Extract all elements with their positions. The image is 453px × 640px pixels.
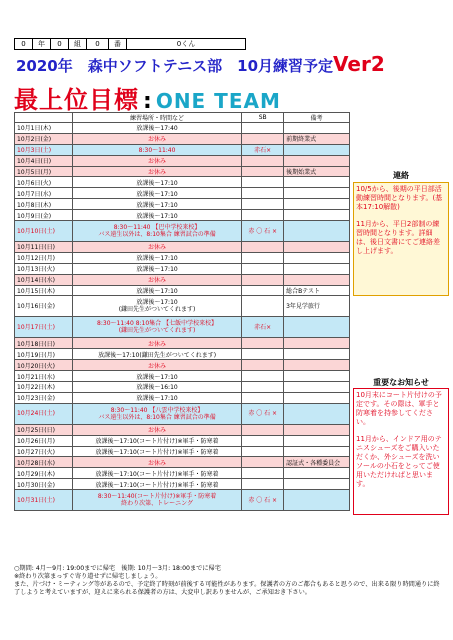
- cell-note: [284, 392, 350, 403]
- goal-value: ONE TEAM: [155, 89, 281, 113]
- cell-date: 10月25日(日): [15, 424, 73, 435]
- cell-date: 10月19日(月): [15, 349, 73, 360]
- cell-sb: [242, 177, 284, 188]
- cell-act: 放課後～17:10: [72, 252, 242, 263]
- cell-date: 10月1日(木): [15, 123, 73, 134]
- cell-act: 8:30～11:40(コート片付け)※軍手・防寒着 終わり次第、トレーニング: [72, 490, 242, 511]
- table-row: [15, 263, 350, 274]
- cell-act: 放課後～17:10(コート片付け)※軍手・防寒着: [72, 468, 242, 479]
- cell-act: お休み: [72, 274, 242, 285]
- cell-act: お休み: [72, 242, 242, 253]
- cell-date: 10月30日(金): [15, 479, 73, 490]
- cell-note: [284, 479, 350, 490]
- cell-note: [284, 435, 350, 446]
- cell-sb: 赤 〇 石 ×: [242, 221, 284, 242]
- table-row: [15, 144, 350, 155]
- cell-act: 放課後～17:10 (鎌田先生がついてくれます): [72, 296, 242, 317]
- schedule-body: [15, 123, 350, 511]
- cell-sb: [242, 446, 284, 457]
- table-row: [15, 296, 350, 317]
- cell-sb: [242, 133, 284, 144]
- team-goal: [14, 80, 281, 112]
- cell-note: [284, 424, 350, 435]
- cell-sb: [242, 155, 284, 166]
- cell-sb: [242, 457, 284, 468]
- table-row: [15, 435, 350, 446]
- cell-act: 放課後～17:10: [72, 371, 242, 382]
- cell-note: [284, 317, 350, 338]
- cell-act: お休み: [72, 424, 242, 435]
- cell-date: 10月12日(月): [15, 252, 73, 263]
- table-row: [15, 382, 350, 393]
- table-row: [15, 133, 350, 144]
- table-row: [15, 403, 350, 424]
- header-sb: SB: [242, 113, 284, 123]
- cell-sb: [242, 479, 284, 490]
- cell-act: 放課後～17:10: [72, 263, 242, 274]
- table-row: [15, 188, 350, 199]
- table-row: [15, 446, 350, 457]
- cell-date: 10月4日(日): [15, 155, 73, 166]
- cell-date: 10月26日(月): [15, 435, 73, 446]
- table-row: [15, 166, 350, 177]
- cell-act: お休み: [72, 133, 242, 144]
- cell-act: 8:30～11:40: [72, 144, 242, 155]
- table-row: [15, 252, 350, 263]
- cell-sb: [242, 435, 284, 446]
- cell-sb: [242, 274, 284, 285]
- table-row: [15, 457, 350, 468]
- cell-act: お休み: [72, 155, 242, 166]
- cell-act: 8:30～11:40 8:10集合 【七飯中学校来校】 (鎌田先生がついてくれます): [72, 317, 242, 338]
- cell-sb: [242, 252, 284, 263]
- cell-sb: [242, 166, 284, 177]
- cell-note: [284, 210, 350, 221]
- notice-heading: 重要なお知らせ: [373, 378, 429, 387]
- cell-act: お休み: [72, 360, 242, 371]
- cell-date: 10月7日(水): [15, 188, 73, 199]
- cell-date: 10月27日(火): [15, 446, 73, 457]
- cell-act: 8:30～11:40 【八雲中学校来校】 バス遠生以外は、8:10集合 練習試合の準備: [72, 403, 242, 424]
- cell-date: 10月21日(水): [15, 371, 73, 382]
- cell-act: 放課後～17:10(コート片付け)※軍手・防寒着: [72, 479, 242, 490]
- schedule-table: [14, 112, 350, 511]
- table-row: [15, 360, 350, 371]
- cell-note: [284, 263, 350, 274]
- cell-note: [284, 360, 350, 371]
- table-row: [15, 479, 350, 490]
- cell-sb: [242, 242, 284, 253]
- cell-note: [284, 349, 350, 360]
- cell-note: [284, 221, 350, 242]
- id-cell: 年: [33, 39, 51, 49]
- contact-box: [353, 182, 449, 296]
- table-row: [15, 177, 350, 188]
- id-cell: 0: [15, 39, 33, 49]
- cell-date: 10月20日(火): [15, 360, 73, 371]
- cell-note: [284, 338, 350, 349]
- table-row: [15, 285, 350, 296]
- table-row: [15, 123, 350, 134]
- cell-note: 3年見学旅行: [284, 296, 350, 317]
- cell-act: お休み: [72, 457, 242, 468]
- table-row: [15, 210, 350, 221]
- cell-date: 10月24日(土): [15, 403, 73, 424]
- id-cell: 0: [51, 39, 69, 49]
- header-activity: 練習場所・時間など: [72, 113, 242, 123]
- footer-line: また、片づけ・ミーティング等があるので、予定終了時刻が前後する可能性があります。保護者の方のご都合もあると思うので、出来る限り時間通りに終了しようと考えていますが、迎えに来られる保護者の方は、大変申し訳ありませんが、ご承知おき下さい。: [14, 581, 440, 596]
- cell-act: 放課後～17:10: [72, 285, 242, 296]
- cell-date: 10月10日(土): [15, 221, 73, 242]
- cell-date: 10月9日(金): [15, 210, 73, 221]
- table-row: [15, 468, 350, 479]
- cell-act: 放課後～17:10: [72, 199, 242, 210]
- cell-sb: [242, 123, 284, 134]
- cell-note: [284, 468, 350, 479]
- cell-date: 10月22日(木): [15, 382, 73, 393]
- cell-date: 10月15日(木): [15, 285, 73, 296]
- cell-act: 放課後～17:10: [72, 210, 242, 221]
- table-row: [15, 221, 350, 242]
- table-header-row: [15, 113, 350, 123]
- cell-sb: 赤石×: [242, 317, 284, 338]
- table-row: [15, 338, 350, 349]
- cell-date: 10月6日(火): [15, 177, 73, 188]
- cell-act: 放課後～17:10(鎌田先生がついてくれます): [72, 349, 242, 360]
- table-row: [15, 371, 350, 382]
- contact-paragraph: 10/5から、後期の平日部活動練習時間となります。(基本17:10解散): [356, 185, 443, 211]
- cell-sb: [242, 360, 284, 371]
- footer-line: ※終わり次第まっすぐ寄り道せずに帰宅しましょう。: [14, 573, 162, 580]
- cell-sb: [242, 468, 284, 479]
- id-cell: 番: [109, 39, 127, 49]
- cell-note: 前期終業式: [284, 133, 350, 144]
- cell-sb: [242, 382, 284, 393]
- cell-act: 放課後～17:10: [72, 177, 242, 188]
- id-cell: 組: [69, 39, 87, 49]
- table-row: [15, 274, 350, 285]
- contact-paragraph: 11月から、平日2部制の練習時間となります。詳細は、後日文書にてご連絡差し上げます。: [356, 220, 440, 255]
- table-row: [15, 242, 350, 253]
- notice-paragraph: 11月から、インドア用のテニスシューズをご購入いただくか、外シューズを洗いソールの小石をとってご使用いただければと思います。: [356, 435, 442, 488]
- cell-note: [284, 177, 350, 188]
- cell-note: [284, 446, 350, 457]
- student-id-row: [14, 38, 246, 50]
- cell-sb: [242, 349, 284, 360]
- cell-date: 10月16日(金): [15, 296, 73, 317]
- cell-sb: [242, 199, 284, 210]
- cell-date: 10月23日(金): [15, 392, 73, 403]
- cell-note: [284, 382, 350, 393]
- cell-date: 10月28日(水): [15, 457, 73, 468]
- table-row: [15, 199, 350, 210]
- cell-date: 10月3日(土): [15, 144, 73, 155]
- cell-note: 認証式・各種委員会: [284, 457, 350, 468]
- notice-paragraph: 10月末にコート片付けの予定です。その際は、軍手と防寒着を持参してください。: [356, 391, 442, 426]
- cell-date: 10月8日(木): [15, 199, 73, 210]
- id-cell: 0: [87, 39, 109, 49]
- cell-note: [284, 371, 350, 382]
- cell-act: 放課後～17:10: [72, 392, 242, 403]
- cell-date: 10月13日(火): [15, 263, 73, 274]
- cell-sb: 赤石×: [242, 144, 284, 155]
- cell-date: 10月5日(月): [15, 166, 73, 177]
- cell-date: 10月17日(土): [15, 317, 73, 338]
- goal-label: 最上位目標: [14, 86, 139, 114]
- cell-sb: [242, 263, 284, 274]
- table-row: [15, 155, 350, 166]
- cell-sb: [242, 338, 284, 349]
- header-notes: 備考: [284, 113, 350, 123]
- table-row: [15, 392, 350, 403]
- cell-act: 8:30～11:40 【巴中学校来校】 バス遠生以外は、8:10集合 練習試合の準備: [72, 221, 242, 242]
- cell-date: 10月18日(日): [15, 338, 73, 349]
- cell-note: [284, 199, 350, 210]
- goal-separator: :: [143, 89, 152, 114]
- cell-note: [284, 188, 350, 199]
- student-name: 0くん: [176, 40, 196, 48]
- header-date: [15, 113, 73, 123]
- cell-sb: [242, 424, 284, 435]
- table-row: [15, 317, 350, 338]
- cell-note: [284, 155, 350, 166]
- cell-act: 放課後～16:10: [72, 382, 242, 393]
- cell-note: [284, 123, 350, 134]
- cell-act: 放課後～17:10(コート片付け)※軍手・防寒着: [72, 435, 242, 446]
- title-text: 2020年 森中ソフトテニス部 10月練習予定: [16, 57, 334, 75]
- table-row: [15, 490, 350, 511]
- version-label: Ver2: [333, 52, 385, 76]
- cell-act: 放課後～17:40: [72, 123, 242, 134]
- footer-notes: [14, 565, 444, 597]
- table-row: [15, 424, 350, 435]
- contact-heading: 連絡: [393, 171, 409, 180]
- cell-sb: 赤 〇 石 ×: [242, 403, 284, 424]
- cell-date: 10月14日(水): [15, 274, 73, 285]
- cell-sb: [242, 392, 284, 403]
- cell-act: 放課後～17:10: [72, 188, 242, 199]
- cell-note: [284, 144, 350, 155]
- cell-note: [284, 242, 350, 253]
- cell-date: 10月29日(木): [15, 468, 73, 479]
- cell-note: [284, 274, 350, 285]
- footer-line: ○期間: 4月～9月: 19:00までに帰宅 後期: 10月～3月: 18:00までに帰宅: [14, 565, 221, 572]
- cell-date: 10月2日(金): [15, 133, 73, 144]
- cell-note: 総合Bテスト: [284, 285, 350, 296]
- cell-note: [284, 252, 350, 263]
- cell-sb: 赤 〇 石 ×: [242, 490, 284, 511]
- cell-sb: [242, 371, 284, 382]
- cell-sb: [242, 210, 284, 221]
- cell-date: 10月31日(土): [15, 490, 73, 511]
- cell-act: 放課後～17:10(コート片付け)※軍手・防寒着: [72, 446, 242, 457]
- cell-note: [284, 403, 350, 424]
- cell-note: [284, 490, 350, 511]
- cell-date: 10月11日(日): [15, 242, 73, 253]
- notice-box: [353, 388, 449, 515]
- cell-sb: [242, 296, 284, 317]
- cell-act: お休み: [72, 338, 242, 349]
- cell-sb: [242, 188, 284, 199]
- table-row: [15, 349, 350, 360]
- cell-note: 後期始業式: [284, 166, 350, 177]
- cell-sb: [242, 285, 284, 296]
- cell-act: お休み: [72, 166, 242, 177]
- page-title: [16, 52, 436, 74]
